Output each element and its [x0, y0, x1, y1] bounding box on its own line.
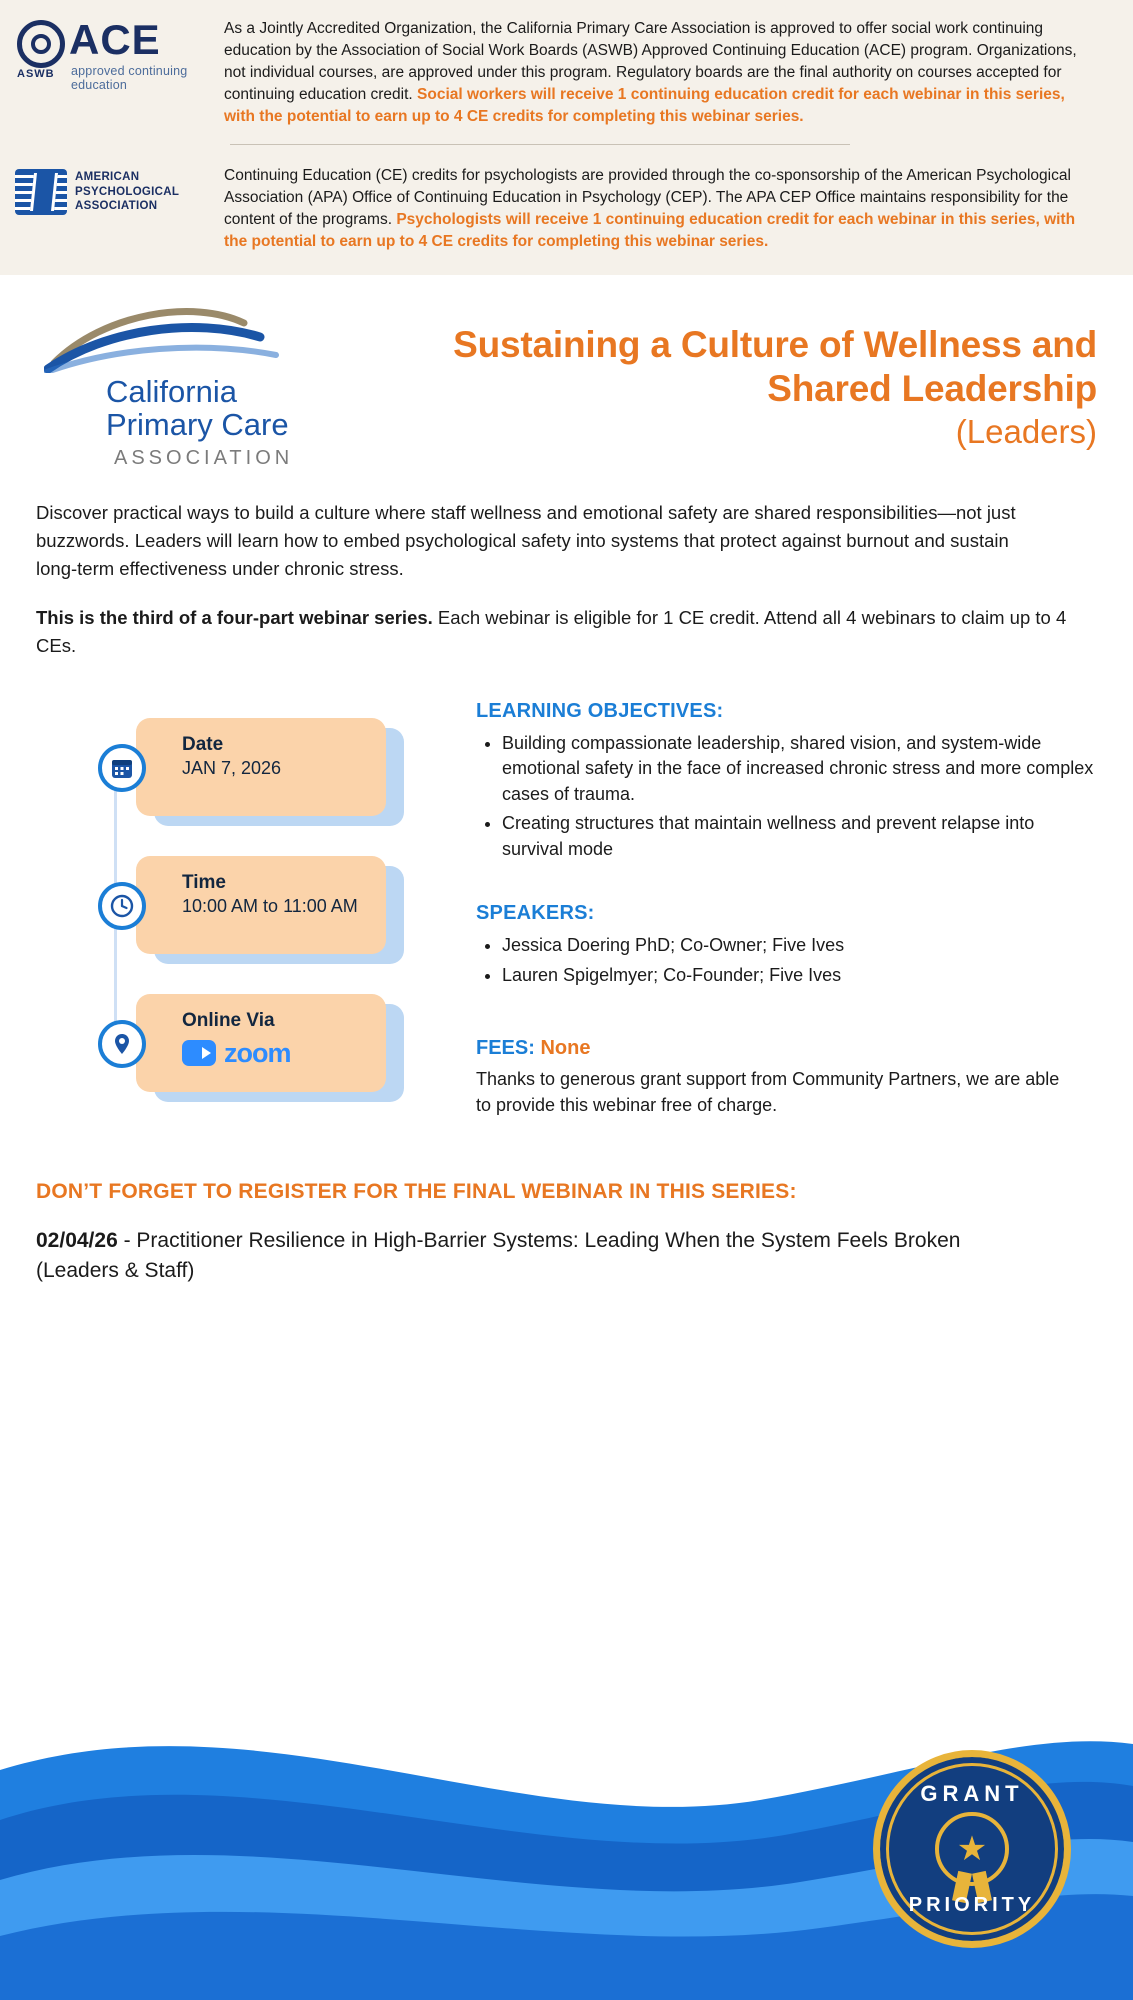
list-item: • Creating structures that maintain wellness and prevent relapse into survival mode: [502, 811, 1097, 862]
ace-accreditation-text: [224, 14, 1097, 128]
ace-text-plain: As a Jointly Accredited Organization, the California Primary Care Association is approved to offer social work continuing education by the Association of Social Work Boards (ASWB) Approved Continuing Education (ACE) program. Organizations, not individual courses, are approved under this program. Regulatory boards are the final authority on courses accepted for continuing education credit.: [224, 20, 1077, 103]
page-subtitle: (Leaders): [955, 413, 1097, 451]
header-row: [36, 275, 1097, 481]
speakers-list: [502, 933, 1097, 988]
footer-waves: [0, 1710, 1133, 2000]
learning-objectives-heading: LEARNING OBJECTIVES:: [476, 699, 724, 722]
fees-description: Thanks to generous grant support from Community Partners, we are able to provide this webinar free of charge.: [476, 1068, 1060, 1115]
objectives-column: [476, 688, 1097, 1132]
seal-bottom-text: PRIORITY: [908, 1894, 1036, 1916]
register-body: [36, 1226, 1046, 1287]
apa-logo-text: AMERICAN PSYCHOLOGICAL ASSOCIATION: [75, 171, 180, 213]
series-note: [36, 604, 1097, 660]
accreditation-banner: [0, 0, 1133, 275]
card-body: [136, 856, 386, 954]
ace-logo-title: ACE: [69, 16, 161, 63]
intro-description: Discover practical ways to build a culture where staff wellness and emotional safety are shared responsibilities—not just buzzwords. Leaders will learn how to embed psychological safety into systems that protect against burnout and sustain long-term effectiveness under chronic stress.: [36, 502, 1016, 579]
calendar-icon: [98, 744, 146, 792]
apa-text-plain: Continuing Education (CE) credits for psychologists are provided through the co-sponsorship of the American Psychological Association (APA) Office of Continuing Education in Psychology (CEP). The APA CEP Office maintains responsibility for the content of the programs.: [224, 167, 1071, 228]
apa-accreditation-text: [224, 161, 1097, 253]
clock-icon: [98, 882, 146, 930]
location-pin-icon: [98, 1020, 146, 1068]
learning-objectives-list: [502, 731, 1097, 863]
zoom-wordmark: zoom: [224, 1037, 291, 1068]
page-title: Sustaining a Culture of Wellness and Shared Leadership: [453, 324, 1097, 409]
series-note-bold: This is the third of a four-part webinar series.: [36, 607, 433, 629]
list-item: • Building compassionate leadership, shared vision, and system-wide emotional safety in the face of increased chronic stress and more complex cases of trauma.: [502, 731, 1097, 808]
detail-card-platform: [126, 994, 466, 1102]
star-icon: ★: [956, 1830, 988, 1868]
register-callout: [36, 1180, 1097, 1287]
time-value: 10:00 AM to 11:00 AM: [182, 895, 358, 916]
aswb-logo-badge: ASWB: [17, 68, 55, 80]
apa-logo: [10, 161, 210, 219]
card-body: [136, 994, 386, 1092]
online-label: Online Via: [182, 1009, 275, 1031]
cpca-org-name: [106, 375, 289, 442]
zoom-logo: [182, 1038, 372, 1069]
apa-accreditation-row: [10, 161, 1097, 253]
list-item: • Jessica Doering PhD; Co-Owner; Five Ives: [502, 933, 1097, 959]
fees-block: [476, 1037, 1097, 1118]
details-and-objectives: [36, 688, 1097, 1132]
cpca-line-1: California: [106, 374, 237, 409]
apa-text-highlight: Psychologists will receive 1 continuing education credit for each webinar in this series, with the potential to earn up to 4 CE credits for completing this webinar series.: [224, 211, 1076, 250]
event-details-column: [36, 688, 466, 1132]
video-camera-icon: [182, 1040, 216, 1066]
register-description: - Practitioner Resilience in High-Barrier Systems: Leading When the System Feels Broken (Leaders & Staff): [36, 1228, 961, 1283]
register-date: 02/04/26: [36, 1228, 118, 1252]
grant-priority-seal: [873, 1750, 1071, 1948]
cpca-line-2: Primary Care: [106, 407, 289, 443]
seal-top-text: GRANT: [920, 1781, 1024, 1806]
card-body: [136, 718, 386, 816]
speakers-heading: SPEAKERS:: [476, 902, 595, 925]
list-item: • Lauren Spigelmyer; Co-Founder; Five Ives: [502, 963, 1097, 989]
apa-mark-icon: [15, 169, 67, 215]
speakers-block: [476, 902, 1097, 988]
cpca-line-3: ASSOCIATION: [114, 447, 294, 469]
time-label: Time: [182, 871, 227, 893]
series-note-rest: Each webinar is eligible for 1 CE credit. Attend all 4 webinars to claim up to 4 CEs.: [36, 607, 1067, 656]
accreditation-divider: [230, 144, 850, 145]
medal-icon: [935, 1812, 1009, 1886]
date-label: Date: [182, 733, 224, 755]
fees-line: [476, 1037, 1097, 1060]
ace-ring-icon: [17, 20, 65, 68]
detail-card-date: [126, 718, 466, 826]
register-heading: DON’T FORGET TO REGISTER FOR THE FINAL WEBINAR IN THIS SERIES:: [36, 1179, 797, 1203]
ace-accreditation-row: [10, 14, 1097, 128]
ace-logo-subtitle: approved continuing education: [71, 64, 188, 92]
date-value: JAN 7, 2026: [182, 757, 282, 778]
main-content: [0, 275, 1133, 1287]
title-block: [336, 301, 1097, 452]
cpca-swoosh-icon: [44, 307, 284, 373]
fees-label: FEES:: [476, 1036, 535, 1059]
aswb-ace-logo: [10, 14, 210, 92]
detail-card-time: [126, 856, 466, 964]
ace-text-highlight: Social workers will receive 1 continuing education credit for each webinar in this series, with the potential to earn up to 4 CE credits for completing this webinar series.: [224, 86, 1065, 125]
cpca-logo: [36, 301, 316, 481]
fees-value: None: [540, 1036, 591, 1059]
